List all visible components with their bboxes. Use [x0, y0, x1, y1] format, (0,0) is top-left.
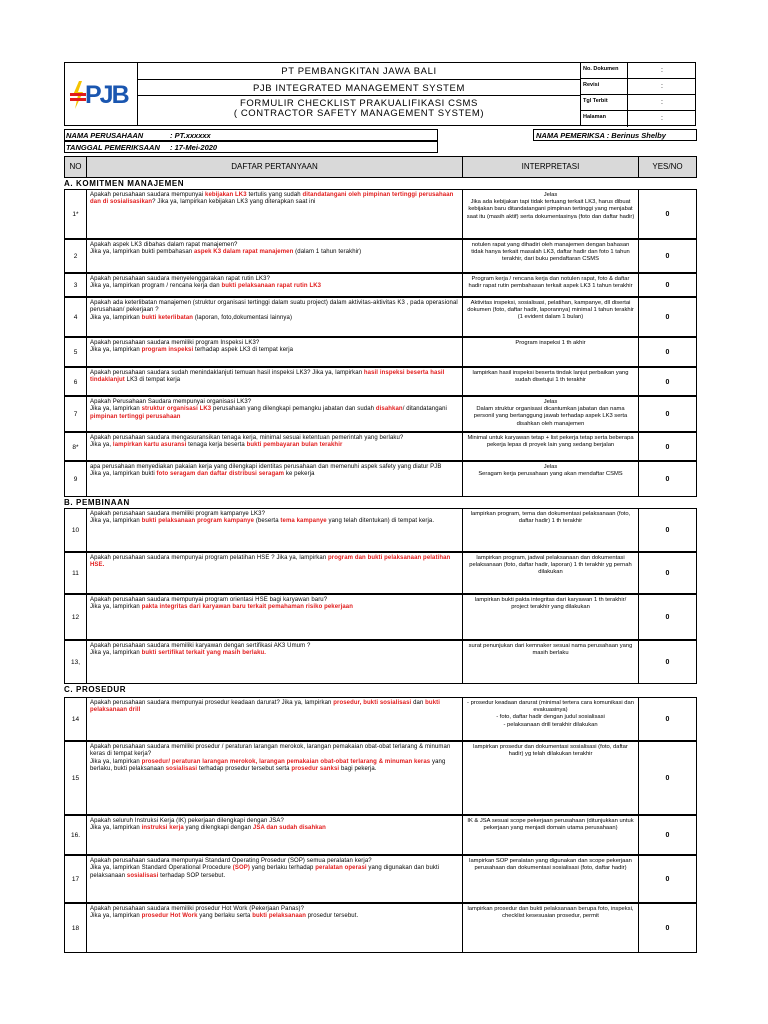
- question-text: Apakah perusahaan saudara mempunyai kebijakan LK3 tertulis yang sudah ditandatangani oleh pimpinan tertinggi perusahaan dan di sosialisasikan? Jika ya, lampirkan kebijakan LK3 yang diterapkan saat ini: [90, 192, 454, 206]
- row-number-cell: [65, 433, 87, 460]
- table-row: [64, 461, 697, 497]
- answer-cell: [639, 553, 696, 593]
- answer-cell: [639, 274, 696, 296]
- question-text: apa perusahaan menyediakan pakaian kerja yang dilengkapi identitas perusahaan dan memenuhi aspek safety yang diatur PJB Jika ya, lampirkan bukti foto seragam dan daftar distribusi seragam ke pekerja: [90, 464, 442, 478]
- section-b-title: B. PEMBINAAN: [64, 498, 130, 507]
- answer-value[interactable]: 0: [665, 832, 670, 839]
- question-cell: [87, 274, 463, 296]
- row-number-cell: [65, 742, 87, 814]
- doc-info-row: Tgl Terbit :: [581, 95, 696, 111]
- question-cell: [87, 595, 463, 639]
- answer-value[interactable]: 0: [665, 282, 670, 289]
- interpretation-text: IK & JSA sesuai scope pekerjaan perusahaan (ditunjukkan untuk pekerjaan yang menjadi domain utama perusahaan): [467, 818, 634, 832]
- question-text: Apakah perusahaan saudara mempunyai program pelatihan HSE ? Jika ya, lampirkan program dan bukti pelaksanaan pelatihan HSE.: [90, 555, 451, 569]
- table-row: [64, 697, 697, 741]
- table-row: [64, 741, 697, 815]
- table-row: [64, 367, 697, 396]
- table-header: [64, 156, 697, 178]
- section-c-title: C. PROSEDUR: [64, 685, 127, 694]
- interpretation-cell: [463, 274, 639, 296]
- row-number-cell: [65, 641, 87, 683]
- question-text: Apakah perusahaan saudara sudah menindaklanjuti temuan hasil inspeksi LK3? Jika ya, lampirkan hasil inspeksi beserta hasil tindaklanjut LK3 di tempat kerja: [90, 370, 445, 384]
- question-text: Apakah ada keterlibatan manajemen (struktur organisasi tertinggi dalam suatu project) dalam aktivitas-aktivitas K3 , pada operasional perusahaan/ pekerjaan ? Jika ya, lampirkan bukti keterlibatan (laporan, foto,dokumentasi lainnya): [90, 300, 458, 321]
- answer-value[interactable]: 0: [665, 527, 670, 534]
- question-text: Apakah perusahaan saudara menyelenggarakan rapat rutin LK3? Jika ya, lampirkan program / rencana kerja dan bukti pelaksanaan rapat rutin LK3: [90, 276, 322, 290]
- table-row: [64, 189, 697, 239]
- interpretation-cell: [463, 742, 639, 814]
- interpretation-text: lampirkan prosedur dan bukti pelaksanaan berupa foto, inspeksi, checklist kesesuaian prosedur, permit: [467, 906, 634, 920]
- interpretation-cell: [463, 595, 639, 639]
- interpretation-cell: [463, 904, 639, 952]
- form-title: FORMULIR CHECKLIST PRAKUALIFIKASI CSMS: [239, 98, 478, 109]
- row-number: 8*: [72, 443, 79, 451]
- interpretation-text: - prosedur keadaan darurat (minimal tertera cara komunikasi dan evakuasinya) - foto, daftar hadir dengan judul sosialisasi - pelaksanaan drill terakhir dilakukan: [467, 700, 634, 728]
- row-number-cell: [65, 274, 87, 296]
- answer-cell: [639, 698, 696, 740]
- row-number-cell: [65, 698, 87, 740]
- interpretation-text: Program kerja / rencana kerja dan notulen rapat, foto & daftar hadir rapat rutin pembahasan terkait aspek LK3 1 tahun terakhir: [468, 276, 633, 290]
- logo-cell: [64, 62, 138, 126]
- col-yes-no: YES/NO: [652, 162, 683, 171]
- row-number-cell: [65, 509, 87, 551]
- interpretation-text: lampirkan prosedur dan dokumentasi sosialisasi (foto, daftar hadir) yg telah dilakukan terakhir: [473, 744, 628, 758]
- row-number: 5: [73, 349, 78, 356]
- answer-value[interactable]: 0: [665, 211, 670, 218]
- interpretation-cell: [463, 856, 639, 902]
- question-text: Apakah perusahaan saudara mempunyai prosedur keadaan darurat? Jika ya, lampirkan prosedur, bukti sosialisasi dan bukti pelaksanaan drill: [90, 700, 441, 714]
- row-number: 1*: [72, 211, 79, 218]
- answer-cell: [639, 856, 696, 902]
- question-text: Apakah perusahaan saudara mempunyai Standard Operating Prosedur (SOP) semua peralatan kerja? Jika ya, lampirkan Standard Operational Procedure (SOP) yang berlaku terhadap peralatan operasi yang digunakan dan bukti pelaksanaan sosialisasi terhadap SOP tersebut.: [90, 858, 440, 879]
- answer-value[interactable]: 0: [665, 378, 670, 386]
- company-name: PT PEMBANGKITAN JAWA BALI: [281, 66, 437, 77]
- interpretation-cell: [463, 298, 639, 336]
- answer-cell: [639, 509, 696, 551]
- answer-value[interactable]: 0: [665, 659, 670, 666]
- interpretation-text: lampirkan bukti pakta integritas dari karyawan 1 th terakhir/ project terakhir yang dilakukan: [474, 597, 627, 611]
- row-number-cell: [65, 816, 87, 854]
- question-text: Apakah perusahaan saudara memiliki prosedur / peraturan larangan merokok, larangan pemakaian obat-obat terlarang & minuman keras di tempat kerja? Jika ya, lampirkan prosedur/ peraturan larangan merokok, larangan pemakaian obat-obat terlarang & minuman keras yang berlaku, bukti pelaksanaan sosialisasi terhadap prosedur tersebut serta prosedur sanksi bagi pekerja.: [90, 744, 451, 773]
- company-logo: [70, 79, 134, 113]
- table-row: [64, 432, 697, 461]
- answer-cell: [639, 816, 696, 854]
- interpretation-cell: [463, 190, 639, 238]
- row-number: 10: [71, 527, 80, 534]
- interpretation-text: lampirkan hasil inspeksi beserta tindak lanjut perbaikan yang sudah disetujui 1 th terakhir: [472, 370, 629, 384]
- question-cell: [87, 462, 463, 496]
- logo-text: PJB: [85, 81, 128, 109]
- question-text: Apakah perusahaan saudara memiliki program kampanye LK3? Jika ya, lampirkan bukti pelaksanaan program kampanye (beserta tema kampanye yang telah ditentukan) di tempat kerja.: [90, 511, 435, 525]
- question-cell: [87, 368, 463, 395]
- row-number: 17: [71, 876, 80, 883]
- question-text: Apakah aspek LK3 dibahas dalam rapat manajemen? Jika ya, lampirkan bukti pembahasan aspek K3 dalam rapat manajemen (dalam 1 tahun terakhir): [90, 242, 362, 256]
- table-row: [64, 552, 697, 594]
- interpretation-text: notulen rapat yang dihadiri oleh manajemen dengan bahasan tidak hanya terkait masalah LK3, daftar hadir dan foto 1 tahun terakhir, dari buku pendaftaran CSMS: [471, 242, 630, 263]
- table-row: [64, 396, 697, 432]
- table-row: [64, 508, 697, 552]
- row-number: 15: [71, 775, 80, 782]
- question-text: Apakah Perusahaan Saudara mempunyai organisasi LK3? Jika ya, lampirkan struktur organisasi LK3 perusahaan yang dilengkapi pemangku jabatan dan sudah disahkan/ ditandatangani pimpinan tertinggi perusahaan: [90, 399, 447, 420]
- question-cell: [87, 298, 463, 336]
- answer-cell: [639, 240, 696, 272]
- row-number: 4: [73, 314, 78, 321]
- company-header: [138, 62, 581, 126]
- answer-value[interactable]: 0: [665, 775, 670, 782]
- row-number-cell: [65, 240, 87, 272]
- answer-cell: [639, 397, 696, 431]
- answer-value[interactable]: 0: [665, 411, 670, 418]
- table-row: [64, 903, 697, 953]
- interpretation-text: Aktivitas inspeksi, sosialisasi, pelatihan, kampanye, dll disertai dokumen (foto, daftar hadir, laporannya) minimal 1 tahun terakhir (1 evident dalam 1 bulan): [467, 300, 634, 321]
- row-number: 9: [73, 476, 78, 483]
- answer-cell: [639, 190, 696, 238]
- question-cell: [87, 698, 463, 740]
- col-no: NO: [65, 157, 87, 177]
- question-text: Apakah perusahaan saudara mempunyai program orientasi HSE bagi karyawan baru? Jika ya, lampirkan pakta integritas dari karyawan baru terkait pemahaman risiko pekerjaan: [90, 597, 354, 611]
- interpretation-cell: [463, 641, 639, 683]
- answer-value[interactable]: 0: [665, 253, 670, 260]
- interpretation-cell: [463, 240, 639, 272]
- answer-value[interactable]: 0: [665, 570, 670, 577]
- answer-value[interactable]: 0: [665, 476, 670, 483]
- doc-info-row: Revisi :: [581, 79, 696, 95]
- row-number: 3: [73, 282, 78, 289]
- question-text: Apakah perusahaan saudara mengasuransikan tenaga kerja, minimal sesuai ketentuan pemerintah yang berlaku? Jika ya, lampirkan kartu asuransi tenaga kerja beserta bukti pembayaran bulan terakhir: [90, 435, 404, 449]
- form-subtitle: ( CONTRACTOR SAFETY MANAGEMENT SYSTEM): [233, 108, 485, 119]
- row-number-cell: [65, 298, 87, 336]
- row-number-cell: [65, 397, 87, 431]
- row-number: 6: [73, 378, 78, 386]
- interpretation-text: lampirkan SOP peralatan yang digunakan dan scope pekerjaan perusahaan dan dokumentasi sosialisasi (foto, daftar hadir): [469, 858, 632, 872]
- question-cell: [87, 397, 463, 431]
- answer-cell: [639, 595, 696, 639]
- table-row: [64, 337, 697, 367]
- interpretation-text: Jelas Seragam kerja perusahaan yang akan mendaftar CSMS: [478, 464, 623, 478]
- question-text: Apakah perusahaan saudara memiliki program Inspeksi LK3? Jika ya, lampirkan program inspeksi terhadap aspek LK3 di tempat kerja: [90, 340, 294, 354]
- answer-cell: [639, 433, 696, 460]
- table-row: [64, 239, 697, 273]
- question-cell: [87, 641, 463, 683]
- row-number-cell: [65, 368, 87, 395]
- interpretation-cell: [463, 816, 639, 854]
- col-question: DAFTAR PERTANYAAN: [87, 157, 463, 177]
- answer-cell: [639, 338, 696, 366]
- question-cell: [87, 742, 463, 814]
- table-row: [64, 594, 697, 640]
- question-text: Apakah perusahaan saudara memiliki prosedur Hot Work (Pekerjaan Panas)? Jika ya, lampirkan prosedur Hot Work yang berlaku serta bukti pelaksanaan prosedur tersebut.: [90, 906, 359, 920]
- interpretation-cell: [463, 397, 639, 431]
- answer-value[interactable]: 0: [665, 314, 670, 321]
- question-cell: [87, 240, 463, 272]
- doc-info-row: No. Dokumen :: [581, 63, 696, 79]
- row-number: 11: [72, 570, 79, 577]
- section-a-title: A. KOMITMEN MANAJEMEN: [64, 179, 185, 188]
- answer-value[interactable]: 0: [665, 349, 670, 356]
- interpretation-text: Jelas Dalam struktur organisasi dicantumkan jabatan dan nama personil yang bertanggung jawab terhadap aspek LK3 serta disahkan oleh manajemen: [473, 399, 628, 427]
- date-value: : 17-Mei-2020: [170, 143, 218, 152]
- question-cell: [87, 338, 463, 366]
- answer-value[interactable]: 0: [665, 925, 670, 932]
- question-cell: [87, 190, 463, 238]
- row-number-cell: [65, 462, 87, 496]
- question-cell: [87, 509, 463, 551]
- row-number: 2: [73, 253, 78, 260]
- interpretation-text: surat penunjukan dari kemnaker sesuai nama perusahaan yang masih berlaku: [468, 643, 633, 657]
- doc-info-row: Halaman :: [581, 111, 696, 127]
- row-number-cell: [65, 553, 87, 593]
- interpretation-cell: [463, 698, 639, 740]
- interpretation-text: Jelas Jika ada kebijakan tapi tidak tertuang terkait LK3, harus dibuat kebijakan baru ditandatangani pimpinan tertinggi yang menjabat saat itu (masih aktif) serta dokumentasinya (foto dan daftar hadir): [466, 192, 635, 220]
- interpretation-cell: [463, 368, 639, 395]
- row-number: 16.: [70, 832, 81, 839]
- interpretation-cell: [463, 338, 639, 366]
- row-number-cell: [65, 338, 87, 366]
- question-cell: [87, 553, 463, 593]
- question-cell: [87, 816, 463, 854]
- interpretation-cell: [463, 433, 639, 460]
- question-text: Apakah perusahaan saudara memiliki karyawan dengan sertifikasi AK3 Umum ? Jika ya, lampirkan bukti sertifikat terkait yang masih berlaku.: [90, 643, 311, 657]
- row-number: 14: [71, 716, 80, 723]
- table-row: [64, 273, 697, 297]
- row-number-cell: [65, 190, 87, 238]
- company-value: : PT.xxxxxx: [170, 131, 211, 140]
- interpretation-text: Minimal untuk karyawan tetap + list pekerja tetap serta beberapa pekerja lepas di proyek lain yang sedang berjalan: [467, 435, 634, 449]
- interpretation-text: Program inspeksi 1 th akhir: [515, 340, 586, 346]
- table-row: [64, 815, 697, 855]
- table-row: [64, 297, 697, 337]
- question-cell: [87, 856, 463, 902]
- answer-cell: [639, 368, 696, 395]
- system-name: PJB INTEGRATED MANAGEMENT SYSTEM: [252, 83, 466, 94]
- row-number-cell: [65, 856, 87, 902]
- interpretation-cell: [463, 553, 639, 593]
- row-number: 7: [73, 411, 78, 418]
- table-row: [64, 640, 697, 684]
- row-number-cell: [65, 595, 87, 639]
- company-label: NAMA PERUSAHAAN: [66, 131, 144, 140]
- question-cell: [87, 904, 463, 952]
- date-label: TANGGAL PEMERIKSAAN: [66, 143, 160, 152]
- question-cell: [87, 433, 463, 460]
- answer-value[interactable]: 0: [665, 614, 670, 621]
- answer-cell: [639, 641, 696, 683]
- lightning-icon: [70, 79, 86, 113]
- col-interpretation: INTERPRETASI: [463, 157, 639, 177]
- inspector-name: NAMA PEMERIKSA : Berinus Shelby: [536, 131, 666, 140]
- interpretation-text: lampirkan program, tema dan dokumentasi pelaksanaan (foto, daftar hadir) 1 th terakhir: [470, 511, 631, 525]
- answer-value[interactable]: 0: [665, 716, 670, 723]
- answer-cell: [639, 904, 696, 952]
- row-number-cell: [65, 904, 87, 952]
- answer-cell: [639, 462, 696, 496]
- row-number: 12: [71, 614, 80, 621]
- answer-cell: [639, 298, 696, 336]
- answer-value[interactable]: 0: [665, 876, 670, 883]
- interpretation-cell: [463, 462, 639, 496]
- question-text: Apakah seluruh Instruksi Kerja (IK) pekerjaan dilengkapi dengan JSA? Jika ya, lampirkan instruksi kerja yang dilengkapi dengan JSA dan sudah disahkan: [90, 818, 326, 832]
- row-number: 18: [71, 925, 80, 932]
- interpretation-cell: [463, 509, 639, 551]
- document-info: [581, 62, 696, 126]
- interpretation-text: lampirkan program, jadwal pelaksanaan dan dokumentasi pelaksanaan (foto, daftar hadir, laporan) 1 th terakhir yg pernah dilakukan: [469, 555, 632, 576]
- row-number: 13,: [70, 659, 81, 666]
- table-row: [64, 855, 697, 903]
- answer-cell: [639, 742, 696, 814]
- answer-value[interactable]: 0: [665, 443, 670, 451]
